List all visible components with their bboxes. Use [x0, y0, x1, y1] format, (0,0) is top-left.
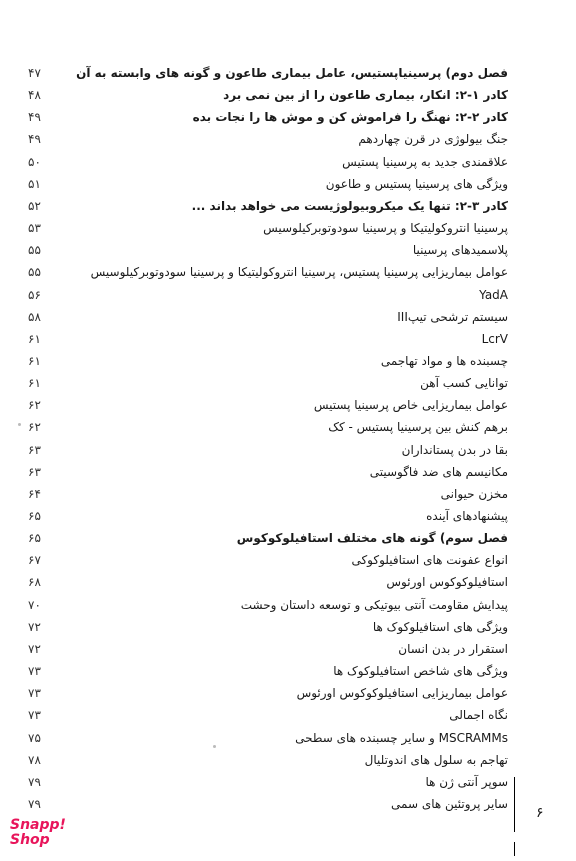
toc-entry-title: علاقمندی جدید به پرسینیا پستیس — [342, 154, 508, 169]
toc-entry-title: تهاجم به سلول های اندوتلیال — [364, 752, 508, 767]
logo-line-2: Shop — [10, 832, 50, 848]
toc-entry — [28, 218, 508, 239]
toc-page-number: ۶۷ — [28, 553, 41, 568]
logo-line-1: Snapp! — [10, 817, 66, 833]
toc-entry — [28, 750, 508, 771]
toc-entry — [28, 728, 508, 749]
toc-entry — [28, 484, 508, 505]
toc-page-number: ۵۱ — [28, 176, 41, 191]
toc-page-number: ۷۸ — [28, 752, 41, 767]
toc-entry-title: عوامل بیماریزایی پرسینیا پستیس، پرسینیا انتروکولیتیکا و پرسینیا سودوتوبرکیلوسیس — [90, 265, 508, 280]
toc-page-number: ۶۱ — [28, 331, 41, 346]
toc-entry-title: سوپر آنتی ژن ها — [425, 774, 508, 789]
toc-entry-title: پرسینیا انتروکولیتیکا و پرسینیا سودوتوبرکیلوسیس — [263, 221, 508, 236]
toc-page-number: ۵۰ — [28, 154, 41, 169]
toc-entry — [28, 794, 508, 815]
toc-entry-title: انواع عفونت های استافیلوکوکی — [351, 553, 508, 568]
toc-entry — [28, 683, 508, 704]
toc-page-number: ۷۲ — [28, 641, 41, 656]
toc-entry-title: توانایی کسب آهن — [420, 376, 508, 391]
page-number: ۶ — [536, 805, 544, 821]
page-rule — [514, 842, 515, 856]
toc-page-number: ۵۵ — [28, 243, 41, 258]
toc-page-number: ۶۵ — [28, 531, 41, 546]
toc-entry — [28, 129, 508, 150]
toc-page-number: ۶۴ — [28, 486, 41, 501]
toc-entry-title: کادر ۲-۲: نهنگ را فراموش کن و موش ها را نجات بده — [192, 110, 508, 125]
toc-entry-title: سیستم ترشحی تیپIII — [397, 309, 508, 324]
toc-entry-title: YadA — [479, 287, 508, 302]
toc-entry-title: پیشنهادهای آینده — [426, 509, 508, 523]
toc-page-number: ۷۵ — [28, 730, 41, 745]
toc-entry — [28, 550, 508, 571]
toc-entry-title: بقا در بدن پستانداران — [401, 442, 508, 457]
toc-entry-title: ویژگی های استافیلوکوک ها — [372, 619, 508, 634]
toc-page-number: ۶۳ — [28, 442, 41, 457]
toc-entry — [28, 617, 508, 638]
toc-entry — [28, 440, 508, 461]
toc-page-number: ۵۳ — [28, 221, 41, 236]
toc-entry — [28, 639, 508, 660]
toc-entry-title: سایر پروتئین های سمی — [391, 796, 508, 811]
toc-page-number: ۶۱ — [28, 376, 41, 391]
toc-entry-title: مخزن حیوانی — [440, 486, 508, 501]
toc-entry-title: MSCRAMMs و سایر چسبنده های سطحی — [295, 730, 508, 745]
toc-entry — [28, 772, 508, 793]
toc-entry-title: استافیلوکوکوس اورئوس — [386, 575, 508, 590]
scan-speck — [213, 745, 216, 748]
toc-page-number: ۴۹ — [28, 132, 41, 147]
toc-page-number: ۷۹ — [28, 774, 41, 789]
toc-entry-title: پیدایش مقاومت آنتی بیوتیکی و توسعه داستان وحشت — [240, 597, 508, 612]
toc-entry — [28, 595, 508, 616]
toc-entry-title: برهم کنش بین پرسینیا پستیس - کک — [328, 420, 508, 435]
toc-entry — [28, 63, 508, 84]
toc-entry — [28, 417, 508, 438]
toc-entry — [28, 395, 508, 416]
scan-speck — [18, 423, 21, 426]
toc-entry-title: پلاسمیدهای پرسینیا — [412, 243, 508, 258]
toc-entry — [28, 572, 508, 593]
toc-entry — [28, 705, 508, 726]
toc-entry-title: کادر ۱-۲: انکار، بیماری طاعون را از بین نمی برد — [223, 88, 508, 103]
toc-entry-title: چسبنده ها و مواد تهاجمی — [380, 353, 508, 368]
toc-entry — [28, 285, 508, 306]
toc-entry — [28, 307, 508, 328]
toc-entry — [28, 196, 508, 217]
toc-entry-title: فصل سوم) گونه های مختلف استافیلوکوکوس — [236, 531, 508, 546]
toc-page-number: ۵۵ — [28, 265, 41, 280]
toc-entry-title: فصل دوم) پرسینیاپستیس، عامل بیماری طاعون و گونه های وابسته به آن — [76, 66, 508, 80]
toc-entry-title: جنگ بیولوژی در قرن چهاردهم — [358, 132, 508, 147]
toc-page-number: ۷۳ — [28, 708, 41, 723]
toc-page-number: ۷۳ — [28, 686, 41, 701]
toc-entry-title: LcrV — [481, 331, 508, 346]
toc-page-number: ۴۷ — [28, 66, 41, 80]
toc-entry-title: ویژگی های شاخص استافیلوکوک ها — [333, 664, 508, 679]
toc-entry — [28, 661, 508, 682]
toc-entry-title: عوامل بیماریزایی استافیلوکوکوس اورئوس — [296, 686, 508, 701]
toc-entry — [28, 174, 508, 195]
toc-page-number: ۷۲ — [28, 619, 41, 634]
toc-entry — [28, 240, 508, 261]
toc-page-number: ۴۸ — [28, 88, 41, 103]
page-rule — [514, 777, 515, 832]
toc-entry — [28, 107, 508, 128]
toc-page-number: ۶۲ — [28, 420, 41, 435]
toc-page-number: ۷۰ — [28, 597, 41, 612]
snappshop-logo — [10, 818, 66, 848]
toc-page-number: ۶۵ — [28, 509, 41, 523]
toc-entry — [28, 462, 508, 483]
toc-page-number: ۷۳ — [28, 664, 41, 679]
toc-entry — [28, 152, 508, 173]
toc-entry — [28, 373, 508, 394]
toc-page-number: ۵۶ — [28, 287, 41, 302]
toc-page-number: ۵۸ — [28, 309, 41, 324]
toc-page-number: ۷۹ — [28, 796, 41, 811]
toc-page-number: ۶۳ — [28, 464, 41, 479]
toc-entry-title: کادر ۳-۲: تنها یک میکروبیولوژیست می خواهد بداند ... — [191, 198, 508, 213]
toc-page-number: ۶۱ — [28, 353, 41, 368]
toc-entry — [28, 262, 508, 283]
toc-page-number: ۵۲ — [28, 198, 41, 213]
toc-page-number: ۶۲ — [28, 398, 41, 413]
toc-entry-title: مکانیسم های ضد فاگوسیتی — [369, 464, 508, 479]
toc-entry — [28, 351, 508, 372]
toc-page-number: ۴۹ — [28, 110, 41, 125]
toc-entry-title: نگاه اجمالی — [449, 708, 508, 723]
toc-entry-title: عوامل بیماریزایی خاص پرسینیا پستیس — [313, 398, 508, 413]
toc-entry — [28, 506, 508, 527]
toc-entry — [28, 329, 508, 350]
toc-entry — [28, 85, 508, 106]
toc-entry-title: ویژگی های پرسینیا پستیس و طاعون — [325, 176, 508, 191]
toc-page-number: ۶۸ — [28, 575, 41, 590]
toc-entry — [28, 528, 508, 549]
toc-entry-title: استقرار در بدن انسان — [398, 641, 508, 656]
